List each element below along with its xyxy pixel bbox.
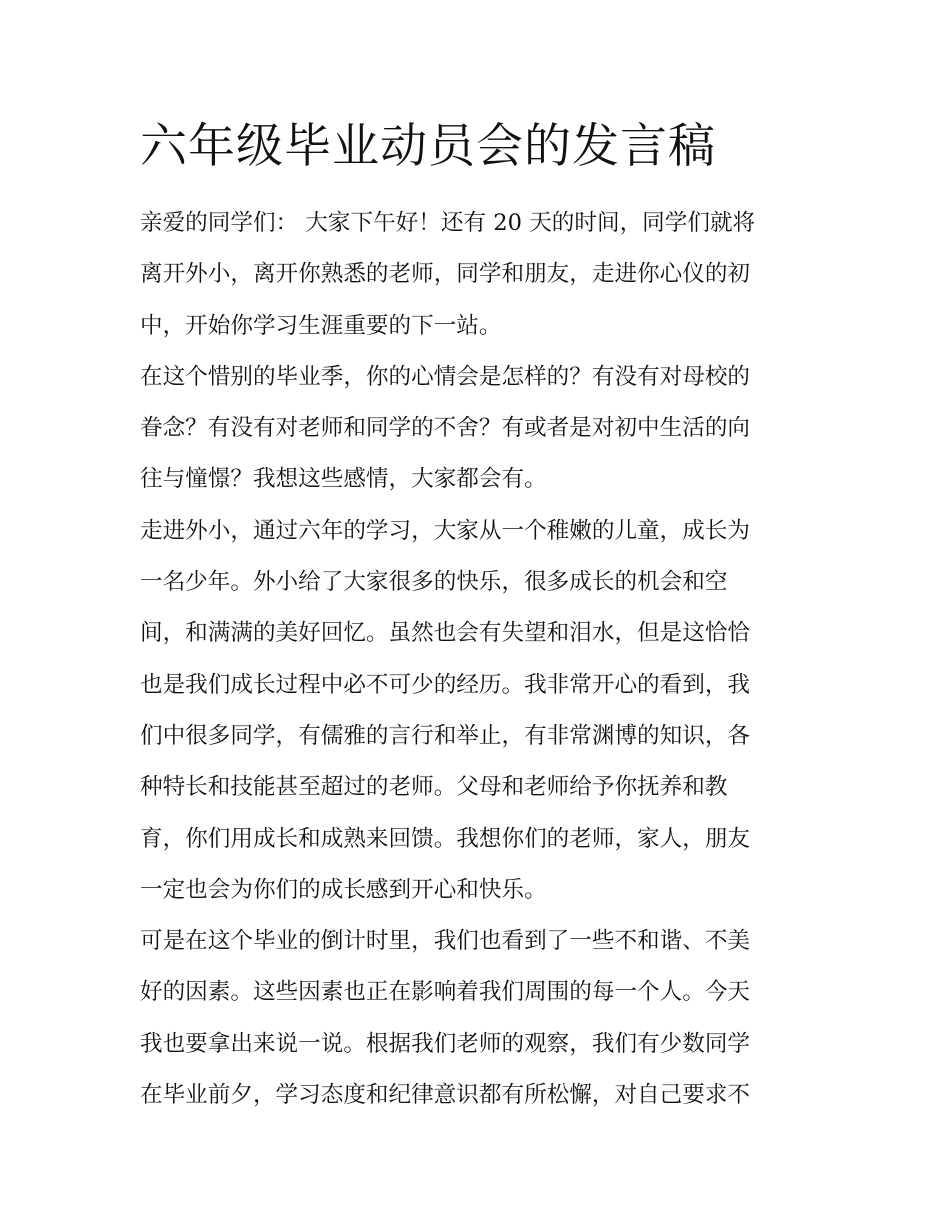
text-line: 在这个惜别的毕业季，你的心情会是怎样的？有没有对母校的 — [140, 363, 751, 390]
text-line: 可是在这个毕业的倒计时里，我们也看到了一些不和谐、不美 — [140, 928, 751, 955]
paragraph-concerns — [140, 916, 820, 1121]
text-line: 在毕业前夕，学习态度和纪律意识都有所松懈，对自己要求不 — [140, 1082, 751, 1109]
text-line: 们中很多同学，有儒雅的言行和举止，有非常渊博的知识，各 — [140, 722, 751, 749]
text-line: 种特长和技能甚至超过的老师。父母和老师给予你抚养和教 — [140, 774, 728, 801]
text-line: 一定也会为你们的成长感到开心和快乐。 — [140, 876, 547, 903]
document-title: 六年级毕业动员会的发言稿 — [140, 119, 716, 174]
text-line: 一名少年。外小给了大家很多的快乐，很多成长的机会和空 — [140, 569, 728, 596]
text-line: 也是我们成长过程中必不可少的经历。我非常开心的看到，我 — [140, 671, 751, 698]
text-line: 育，你们用成长和成熟来回馈。我想你们的老师，家人，朋友 — [140, 825, 751, 852]
text-line: 间，和满满的美好回忆。虽然也会有失望和泪水，但是这恰恰 — [140, 620, 751, 647]
paragraph-growth — [140, 506, 820, 916]
text-line: 往与憧憬？我想这些感情，大家都会有。 — [140, 466, 547, 493]
text-line: 我也要拿出来说一说。根据我们老师的观察，我们有少数同学 — [140, 1030, 751, 1057]
text-line: 亲爱的同学们： 大家下午好！还有 20 天的时间，同学们就将 — [140, 210, 756, 236]
text-line: 好的因素。这些因素也正在影响着我们周围的每一个人。今天 — [140, 979, 751, 1006]
paragraph-feelings — [140, 352, 820, 506]
document-body — [140, 198, 820, 1121]
text-line: 中，开始你学习生涯重要的下一站。 — [140, 312, 502, 339]
text-line: 离开外小，离开你熟悉的老师，同学和朋友，走进你心仪的初 — [140, 261, 751, 288]
text-line: 走进外小，通过六年的学习，大家从一个稚嫩的儿童，成长为 — [140, 517, 751, 544]
text-line: 眷念？有没有对老师和同学的不舍？有或者是对初中生活的向 — [140, 415, 751, 442]
paragraph-greeting — [140, 198, 820, 352]
